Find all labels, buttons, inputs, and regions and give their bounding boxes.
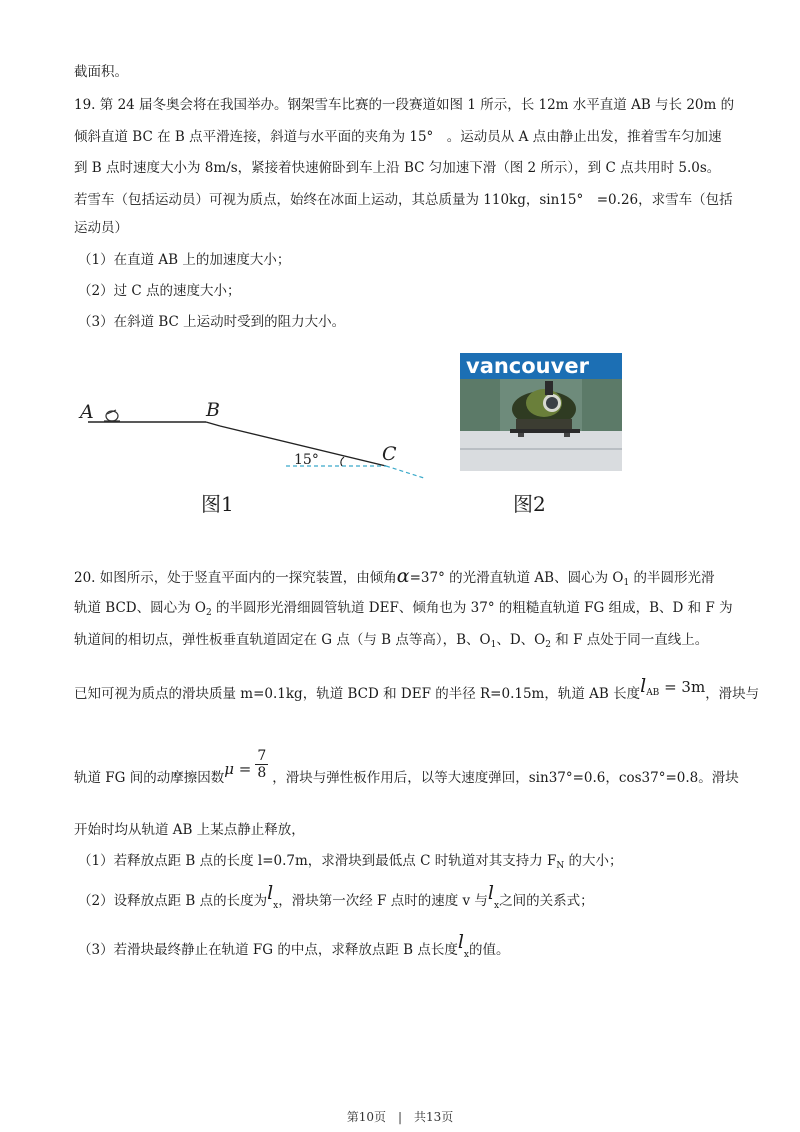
o1-subscript: 1	[623, 578, 630, 588]
q20-text-1c: 的半圆形光滑	[629, 570, 715, 586]
q19-sub-3: （3）在斜道 BC 上运动时受到的阻力大小。	[78, 314, 346, 330]
figure-2-caption: 图2	[513, 492, 546, 516]
figure-2-photo	[460, 353, 622, 471]
lx-subscript-3: x	[463, 950, 469, 960]
lx-subscript-2: x	[494, 901, 500, 911]
fn-subscript: N	[556, 861, 565, 871]
q20-sub-2-text-c: 之间的关系式；	[499, 893, 594, 909]
lx-variable-3: l	[457, 931, 464, 953]
q20-line-4	[74, 675, 760, 709]
mu-denominator: 8	[257, 765, 267, 781]
q20-text-2b: 的半圆形光滑细圆管轨道 DEF、倾角也为 37° 的粗糙直轨道 FG 组成，B、D 和 F 为	[211, 600, 733, 616]
q19-line-5: 运动员）	[74, 220, 128, 236]
point-b-label: B	[206, 399, 220, 421]
q20-sub-1	[78, 851, 623, 876]
q20-line-6: 开始时均从轨道 AB 上某点静止释放，	[74, 822, 305, 838]
l-ab-value: = 3m	[659, 678, 706, 696]
q20-sub-2-text-a: （2）设释放点距 B 点的长度为	[78, 893, 268, 909]
q20-text-4a: 已知可视为质点的滑块质量 m=0.1kg，轨道 BCD 和 DEF 的半径 R=0.15m，轨道 AB 长度	[74, 686, 641, 702]
l-ab-subscript: AB	[646, 688, 660, 698]
q20-sub-2	[78, 882, 594, 916]
q20-line-2	[74, 598, 733, 623]
q20-text-3a: 轨道间的相切点，弹性板垂直轨道固定在 G 点（与 B 点等高），B、O	[74, 632, 491, 648]
figure-1-diagram	[76, 390, 436, 490]
q20-sub-2-text-b: ，滑块第一次经 F 点时的速度 v 与	[278, 893, 488, 909]
angle-label: 15°	[294, 452, 319, 468]
q20-text-5b: ，滑块与弹性板作用后，以等大速度弹回，sin37°=0.6，cos37°=0.8。滑块	[272, 770, 739, 786]
q19-line-1	[74, 95, 734, 115]
q19-number: 19.	[74, 97, 96, 113]
lx-variable-2: l	[487, 882, 494, 904]
q19-line-3: 到 B 点时速度大小为 8m/s，紧接着快速俯卧到车上沿 BC 匀加速下滑（图 2 所示），到 C 点共用时 5.0s。	[74, 160, 721, 176]
o2-subscript: 2	[205, 608, 212, 618]
mu-symbol: μ =	[224, 760, 252, 778]
lx-variable: l	[267, 882, 274, 904]
page-footer: 第10页 | 共13页	[346, 1110, 454, 1124]
q20-line-5	[74, 748, 739, 795]
skeleton-athlete-icon	[104, 410, 120, 421]
vancouver-banner: vancouver	[466, 354, 589, 378]
q19-sub-2: （2）过 C 点的速度大小；	[78, 283, 241, 299]
q20-line-3	[74, 630, 708, 655]
q20-text-3c: 和 F 点处于同一直线上。	[550, 632, 709, 648]
lx-subscript: x	[273, 901, 279, 911]
q20-text-4b: ，滑块与	[705, 686, 760, 702]
q20-sub-3-text-b: 的值。	[468, 942, 510, 958]
q19-sub-1: （1）在直道 AB 上的加速度大小；	[78, 252, 291, 268]
q20-text-1b: =37° 的光滑直轨道 AB、圆心为 O	[409, 570, 624, 586]
point-a-label: A	[80, 401, 94, 423]
q20-line-1	[74, 566, 715, 593]
mu-numerator: 7	[257, 748, 267, 764]
figure-1-caption: 图1	[201, 492, 234, 516]
q20-text-2a: 轨道 BCD、圆心为 O	[74, 600, 206, 616]
alpha-symbol: α	[396, 565, 410, 587]
q20-text-3b: 、D、O	[496, 632, 546, 648]
q20-sub-1-end: 的大小；	[564, 853, 623, 869]
o1-subscript-2: 1	[490, 640, 497, 650]
q20-sub-1-text: （1）若释放点距 B 点的长度 l=0.7m，求滑块到最低点 C 时轨道对其支持力 F	[78, 853, 557, 869]
q20-sub-3-text-a: （3）若滑块最终静止在轨道 FG 的中点，求释放点距 B 点长度	[78, 942, 458, 958]
q20-sub-3	[78, 931, 510, 965]
top-fragment: 截面积。	[74, 64, 128, 80]
q19-line-2: 倾斜直道 BC 在 B 点平滑连接，斜道与水平面的夹角为 15° 。运动员从 A 点由静止出发，推着雪车匀加速	[74, 129, 722, 145]
q19-text-1: 第 24 届冬奥会将在我国举办。钢架雪车比赛的一段赛道如图 1 所示，长 12m 水平直道 AB 与长 20m 的	[99, 97, 735, 113]
q20-text-5a: 轨道 FG 间的动摩擦因数	[74, 770, 225, 786]
o2-subscript-2: 2	[545, 640, 551, 650]
q20-text-1a: 20. 如图所示，处于竖直平面内的一探究装置，由倾角	[74, 570, 397, 586]
mu-fraction	[255, 748, 268, 781]
l-ab-variable: l	[640, 675, 647, 697]
point-c-label: C	[382, 443, 397, 465]
q19-line-4: 若雪车（包括运动员）可视为质点，始终在冰面上运动，其总质量为 110kg，sin15° =0.26，求雪车（包括	[74, 192, 733, 208]
